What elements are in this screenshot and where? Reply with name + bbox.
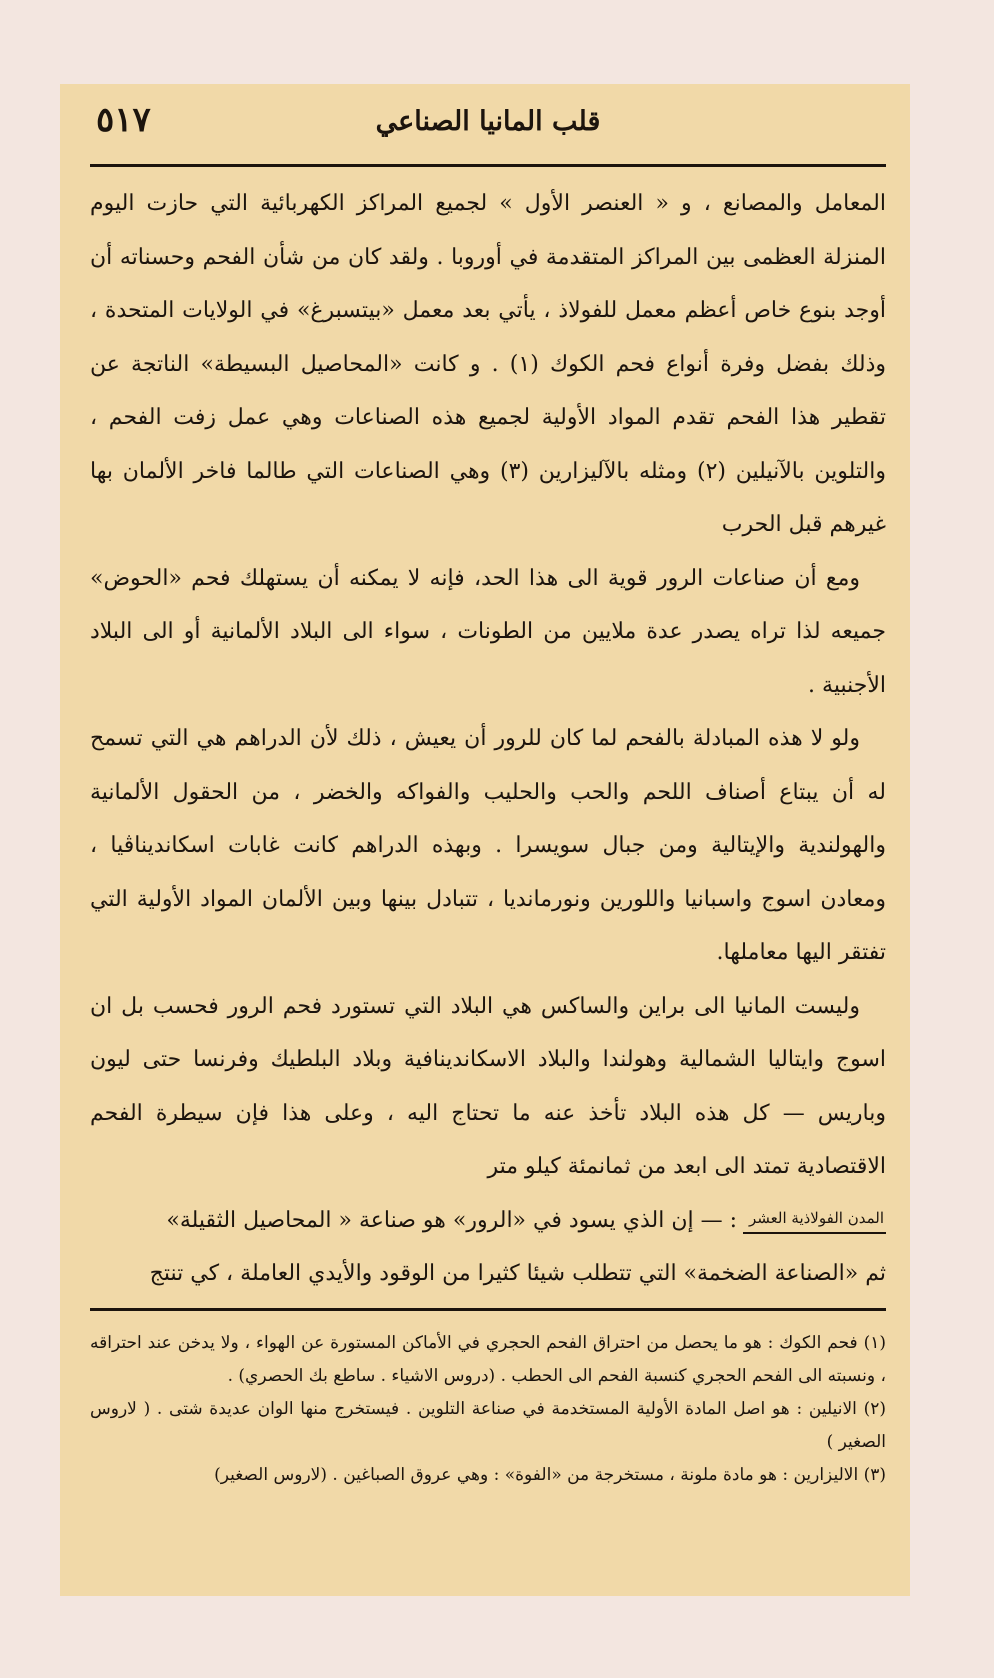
page-header: [90, 98, 886, 167]
book-page: [60, 84, 910, 1596]
paragraph: وليست المانيا الى براين والساكس هي البلاد التي تستورد فحم الرور فحسب بل ان اسوج وايتاليا الشمالية وهولندا والبلاد الاسكاندينافية وبلاد البلطيك وفرنسا حتى ليون وباريس — كل هذه البلاد تأخذ عنه ما تحتاج اليه ، وعلى هذا فإن سيطرة الفحم الاقتصادية تمتد الى ابعد من ثمانمئة كيلو متر: [90, 993, 886, 1179]
footnote: (٣) الاليزارين : هو مادة ملونة ، مستخرجة من «الفوة» : وهي عروق الصباغين . (لاروس الصغير): [214, 1465, 886, 1485]
footnotes: [90, 1327, 886, 1492]
footnote-divider: [90, 1308, 886, 1311]
side-note-heading: المدن الفولاذية العشر: [743, 1208, 886, 1234]
paragraph: ومع أن صناعات الرور قوية الى هذا الحد، فإنه لا يمكنه أن يستهلك فحم «الحوض» جميعه لذا تراه يصدر عدة ملايين من الطونات ، سواء الى البلاد الألمانية أو الى البلاد الأجنبية .: [90, 565, 886, 698]
paragraph: ولو لا هذه المبادلة بالفحم لما كان للرور أن يعيش ، ذلك لأن الدراهم هي التي تسمح له أن يبتاع أصناف اللحم والحب والحليب والفواكه والخضر ، من الحقول الألمانية والهولندية والإيتالية ومن جبال سويسرا . وبهذه الدراهم كانت غابات اسكانديناڤيا ، ومعادن اسوج واسبانيا واللورين ونورمانديا ، تتبادل بينها وبين الألمان المواد الأولية التي تفتقر اليها معاملها.: [90, 726, 886, 965]
main-text: [90, 177, 886, 1300]
section-first-line: : — إن الذي يسود في «الرور» هو صناعة « المحاصيل الثقيلة»: [166, 1207, 737, 1233]
paragraph-continuation: ثم «الصناعة الضخمة» التي تتطلب شيئا كثيرا من الوقود والأيدي العاملة ، كي تنتج: [149, 1260, 886, 1286]
footnote: (١) فحم الكوك : هو ما يحصل من احتراق الفحم الحجري في الأماكن المستورة عن الهواء ، ولا يدخن عند احتراقه ، ونسبته الى الفحم الحجري كنسبة الفحم الى الحطب . (دروس الاشياء . ساطع بك الحصري) .: [90, 1333, 886, 1386]
page-number: ٥١٧: [96, 100, 151, 140]
running-title: قلب المانيا الصناعي: [375, 106, 601, 137]
section-start-line: [90, 1194, 886, 1247]
footnote: (٢) الانيلين : هو اصل المادة الأولية المستخدمة في صناعة التلوين . فيستخرج منها الوان عديدة شتى . ( لاروس الصغير ): [90, 1399, 886, 1452]
paragraph: المعامل والمصانع ، و « العنصر الأول » لجميع المراكز الكهربائية التي حازت اليوم المنزلة العظمى بين المراكز المتقدمة في أوروبا . ولقد كان من شأن الفحم وحسناته أن أوجد بنوع خاص أعظم معمل للفولاذ ، يأتي بعد معمل «بيتسبرغ» في الولايات المتحدة ، وذلك بفضل وفرة أنواع فحم الكوك (١) . و كانت «المحاصيل البسيطة» الناتجة عن تقطير هذا الفحم تقدم المواد الأولية لجميع هذه الصناعات وهي عمل زفت الفحم ، والتلوين بالآنيلين (٢) ومثله بالآليزارين (٣) وهي الصناعات التي طالما فاخر الألمان بها غيرهم قبل الحرب: [90, 191, 887, 537]
